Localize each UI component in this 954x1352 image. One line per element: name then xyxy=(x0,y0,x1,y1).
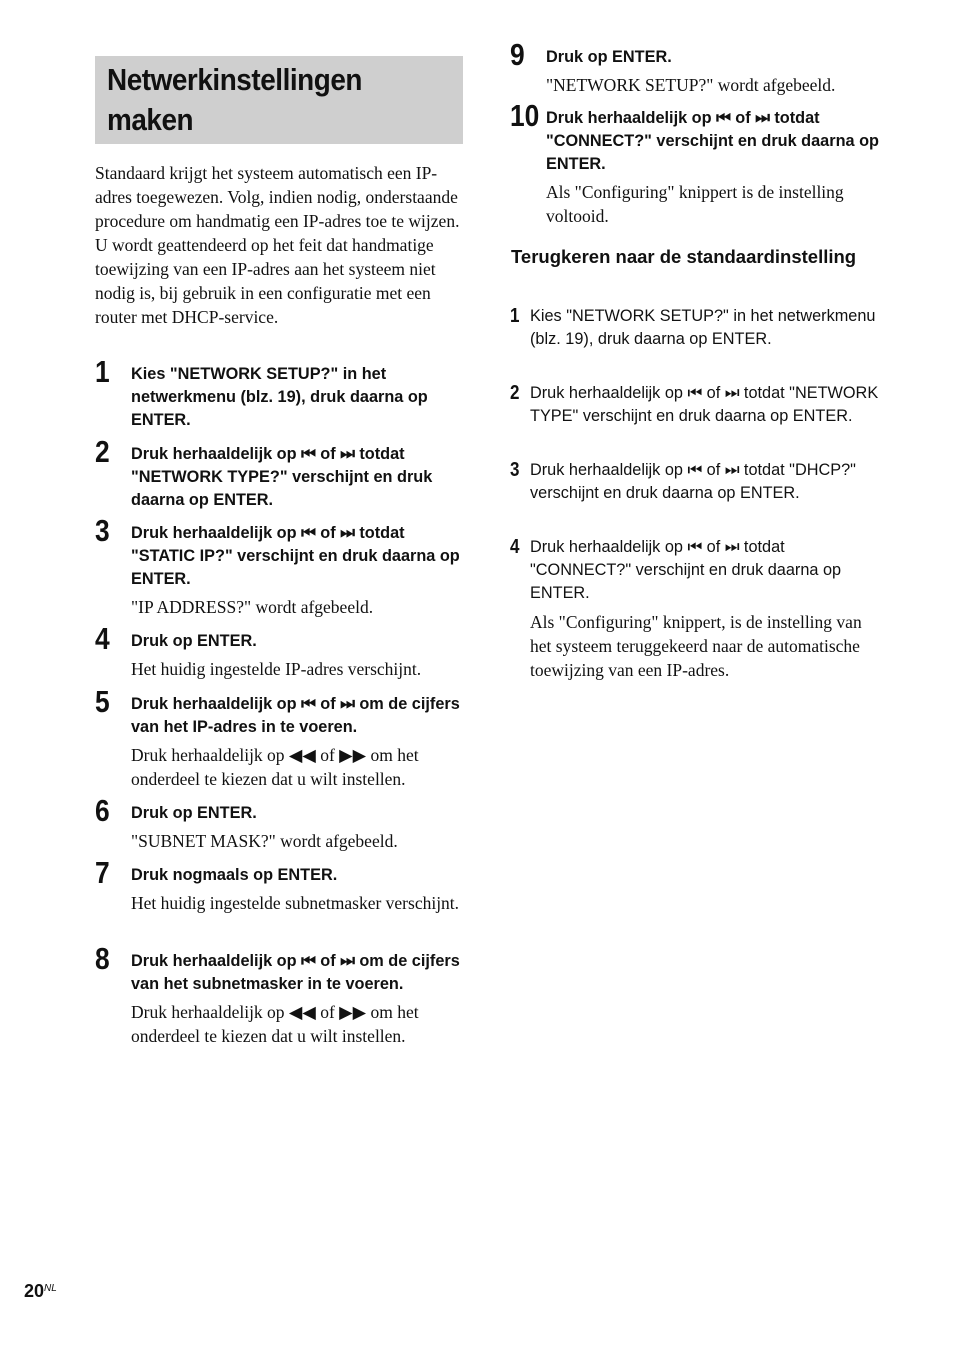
sub-step-1 xyxy=(510,305,882,351)
step-number: 8 xyxy=(95,941,110,976)
step-number: 1 xyxy=(95,354,110,389)
step-number: 2 xyxy=(510,382,520,404)
step-number: 1 xyxy=(510,305,520,327)
step-10 xyxy=(510,98,882,228)
step-note: Druk herhaaldelijk op ◀◀ of ▶▶ om het onderdeel te kiezen dat u wilt instellen. xyxy=(131,745,419,789)
page-number-suffix: NL xyxy=(44,1283,57,1294)
step-5 xyxy=(95,684,467,791)
step-note: Het huidig ingestelde IP-adres verschijnt. xyxy=(131,659,422,679)
step-text: Druk herhaaldelijk op ⏮ of ⏭ totdat "CONNECT?" verschijnt en druk daarna op ENTER. xyxy=(530,538,842,602)
step-number: 3 xyxy=(510,459,520,481)
step-note: "IP ADDRESS?" wordt afgebeeld. xyxy=(131,597,374,617)
step-4 xyxy=(95,621,467,681)
step-note: Druk herhaaldelijk op ◀◀ of ▶▶ om het onderdeel te kiezen dat u wilt instellen. xyxy=(131,1002,419,1046)
intro-paragraph: Standaard krijgt het systeem automatisch een IP-adres toegewezen. Volg, indien nodig, onderstaande procedure om handmatig een IP-adres toe te wijzen. U wordt geattendeerd op het feit dat handmatige toewijzing van een IP-adres aan het systeem niet nodig is, bij gebruik in een configuratie met een router met DHCP-service. xyxy=(95,163,460,327)
step-instruction: Druk nogmaals op ENTER. xyxy=(131,866,338,884)
step-text: Druk herhaaldelijk op ⏮ of ⏭ totdat "NETWORK TYPE" verschijnt en druk daarna op ENTER. xyxy=(530,384,879,425)
step-instruction: Druk op ENTER. xyxy=(546,48,672,66)
step-number: 5 xyxy=(95,684,110,719)
step-instruction: Druk herhaaldelijk op ⏮ of ⏭ totdat "CONNECT?" verschijnt en druk daarna op ENTER. xyxy=(546,109,879,173)
step-instruction: Druk herhaaldelijk op ⏮ of ⏭ totdat "STATIC IP?" verschijnt en druk daarna op ENTER. xyxy=(131,524,460,588)
step-instruction: Druk op ENTER. xyxy=(131,632,257,650)
step-number: 4 xyxy=(510,536,520,558)
page-number xyxy=(24,1281,57,1302)
step-note: Het huidig ingestelde subnetmasker verschijnt. xyxy=(131,893,460,913)
page-number-value: 20 xyxy=(24,1281,45,1301)
sub-step-3 xyxy=(510,459,882,505)
step-9 xyxy=(510,37,882,97)
step-text: Druk herhaaldelijk op ⏮ of ⏭ totdat "DHCP?" verschijnt en druk daarna op ENTER. xyxy=(530,461,856,502)
step-number: 6 xyxy=(95,793,110,828)
step-note: "NETWORK SETUP?" wordt afgebeeld. xyxy=(546,75,836,95)
step-3 xyxy=(95,513,467,619)
step-instruction: Druk herhaaldelijk op ⏮ of ⏭ om de cijfers van het subnetmasker in te voeren. xyxy=(131,952,460,993)
step-number: 3 xyxy=(95,513,110,548)
step-text: Kies "NETWORK SETUP?" in het netwerkmenu (blz. 19), druk daarna op ENTER. xyxy=(530,307,876,348)
step-number: 2 xyxy=(95,434,110,469)
step-number: 9 xyxy=(510,37,525,72)
subsection-heading: Terugkeren naar de standaardinstelling xyxy=(511,246,857,267)
sub-step-2 xyxy=(510,382,882,428)
step-instruction: Druk op ENTER. xyxy=(131,804,257,822)
step-instruction: Kies "NETWORK SETUP?" in het netwerkmenu (blz. 19), druk daarna op ENTER. xyxy=(131,365,428,429)
step-instruction: Druk herhaaldelijk op ⏮ of ⏭ totdat "NETWORK TYPE?" verschijnt en druk daarna op ENTER. xyxy=(131,445,433,509)
step-7 xyxy=(95,855,467,915)
step-note: Als "Configuring" knippert, is de instelling van het systeem teruggekeerd naar de automatische toewijzing van een IP-adres. xyxy=(530,612,862,680)
step-instruction: Druk herhaaldelijk op ⏮ of ⏭ om de cijfers van het IP-adres in te voeren. xyxy=(131,695,460,736)
step-6 xyxy=(95,793,467,853)
step-number: 4 xyxy=(95,621,110,656)
section-title-box xyxy=(95,56,463,144)
step-1 xyxy=(95,354,467,432)
step-note: "SUBNET MASK?" wordt afgebeeld. xyxy=(131,831,398,851)
step-number: 7 xyxy=(95,855,110,890)
page-title: Netwerkinstellingen maken xyxy=(107,62,363,137)
step-8 xyxy=(95,941,467,1048)
step-number: 10 xyxy=(510,98,540,133)
sub-step-4 xyxy=(510,536,882,682)
step-note: Als "Configuring" knippert is de instelling voltooid. xyxy=(546,182,844,226)
step-2 xyxy=(95,434,467,512)
